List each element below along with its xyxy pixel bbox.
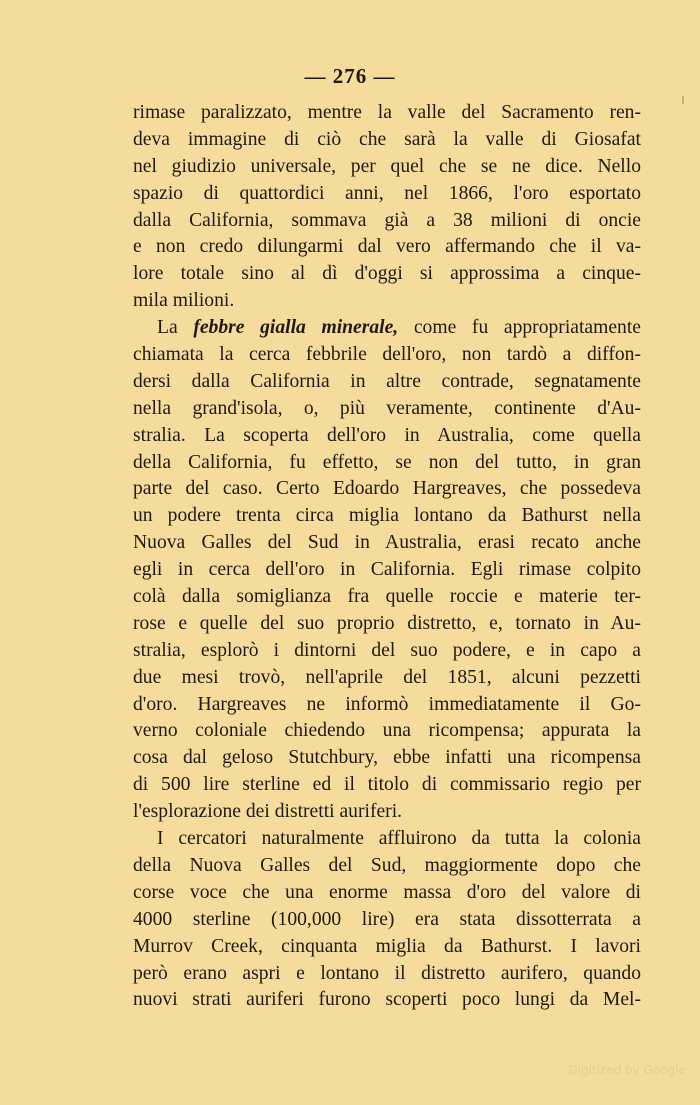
text-line: spazio di quattordici anni, nel 1866, l'oro esportato — [133, 182, 641, 204]
text-line: lore totale sino al dì d'oggi si approssima a cinque- — [133, 263, 641, 285]
text-line: nel giudizio universale, per quel che se ne dice. Nello — [133, 155, 641, 177]
text-line: parte del caso. Certo Edoardo Hargreaves, che possedeva — [133, 478, 641, 500]
text-line: stralia. La scoperta dell'oro in Australia, come quella — [133, 424, 641, 446]
text-line: corse voce che una enorme massa d'oro del valore di — [133, 881, 641, 903]
text-line: stralia, esplorò i dintorni del suo podere, e in capo a — [133, 639, 641, 661]
text-line: però erano aspri e lontano il distretto aurifero, quando — [133, 962, 641, 984]
text-line: e non credo dilungarmi dal vero affermando che il va- — [133, 236, 641, 258]
text-line: della Nuova Galles del Sud, maggiormente dopo che — [133, 854, 641, 876]
text-line: 4000 sterline (100,000 lire) era stata dissotterrata a — [133, 908, 641, 930]
text-line: I cercatori naturalmente affluirono da tutta la colonia — [157, 828, 641, 850]
text-line: egli in cerca dell'oro in California. Egli rimase colpito — [133, 559, 641, 581]
text-line: l'esplorazione dei distretti auriferi. — [133, 801, 403, 823]
text-line: nuovi strati auriferi furono scoperti poco lungi da Mel- — [133, 989, 641, 1011]
paragraph-start-post: come fu appropriatamente — [398, 317, 641, 339]
page-number: — 276 — — [304, 64, 396, 88]
text-line: della California, fu effetto, se non del tutto, in gran — [133, 451, 641, 473]
text-line: dalla California, sommava già a 38 milioni di oncie — [133, 209, 641, 231]
text-line: rimase paralizzato, mentre la valle del Sacramento ren- — [133, 102, 641, 123]
body-text — [133, 100, 641, 1014]
text-line: colà dalla somiglianza fra quelle roccie e materie ter- — [133, 586, 641, 608]
text-line: rose e quelle del suo proprio distretto, e, tornato in Au- — [133, 612, 641, 634]
text-line: un podere trenta circa miglia lontano da Bathurst nella — [133, 505, 641, 527]
watermark: Digitized by Google — [568, 1063, 686, 1077]
text-line: mila milioni. — [133, 290, 235, 312]
text-line: di 500 lire sterline ed il titolo di commissario regio per — [133, 774, 641, 796]
margin-mark — [682, 96, 684, 104]
text-line: dersi dalla California in altre contrade, segnatamente — [133, 370, 641, 392]
text-line: deva immagine di ciò che sarà la valle di Giosafat — [133, 128, 641, 150]
text-line: chiamata la cerca febbrile dell'oro, non tardò a diffon- — [133, 344, 641, 366]
text-line: Nuova Galles del Sud in Australia, erasi recato anche — [133, 532, 641, 554]
text-line: verno coloniale chiedendo una ricompensa; appurata la — [133, 720, 641, 742]
paragraph-start-pre: La — [157, 317, 194, 339]
text-line: due mesi trovò, nell'aprile del 1851, alcuni pezzetti — [133, 666, 641, 688]
paragraph-start-line — [133, 315, 641, 342]
emphasized-phrase: febbre gialla minerale, — [193, 317, 399, 339]
text-line: cosa dal geloso Stutchbury, ebbe infatti una ricompensa — [133, 747, 641, 769]
text-line: Murrov Creek, cinquanta miglia da Bathurst. I lavori — [133, 935, 641, 957]
text-line: nella grand'isola, o, più veramente, continente d'Au- — [133, 397, 641, 419]
text-line: d'oro. Hargreaves ne informò immediatamente il Go- — [133, 693, 641, 715]
